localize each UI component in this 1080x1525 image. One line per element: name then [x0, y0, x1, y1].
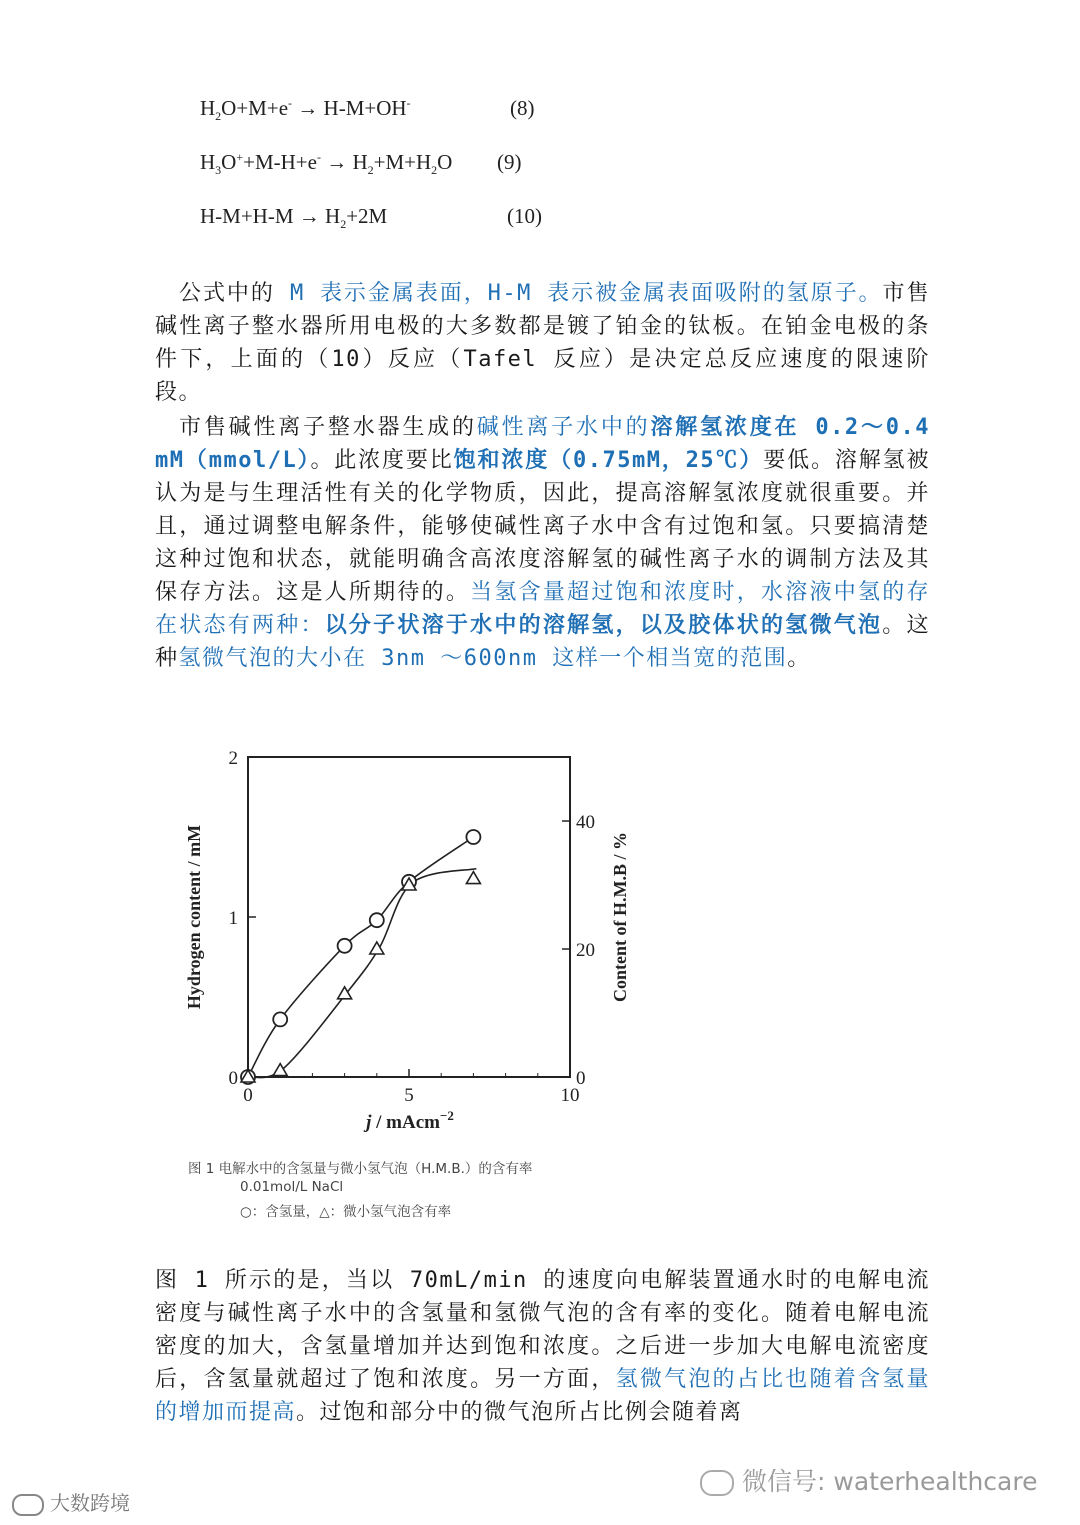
wechat-watermark: 微信号: waterhealthcare: [700, 1462, 1037, 1498]
paragraph-2: 市售碱性离子整水器生成的碱性离子水中的溶解氢浓度在 0.2～0.4 mM（mmol/L）。此浓度要比饱和浓度（0.75mM，25℃）要低。溶解氢被认为是与生理活性有关的化学物质，因此，提高溶解氢浓度就很重要。并且，通过调整电解条件，能够使碱性离子水中含有过饱和氢。只要搞清楚这种过饱和状态，就能明确含高浓度溶解氢的碱性离子水的调制方法及其保存方法。这是人所期待的。当氢含量超过饱和浓度时，水溶液中氢的存在状态有两种：以分子状溶于水中的溶解氢，以及胶体状的氢微气泡。这种氢微气泡的大小在 3nm ～600nm 这样一个相当宽的范围。: [155, 415, 930, 671]
y-right-tick-label: 20: [576, 940, 595, 961]
figure-caption-title: 图 1 电解水中的含氢量与微小氢气泡（H.M.B.）的含有率: [188, 1161, 533, 1177]
y-right-tick-label: 40: [576, 812, 595, 833]
triangle-point: [273, 1064, 287, 1076]
x-axis-label: j / mAcm$^{-2}$: [366, 1108, 454, 1133]
fit-curve-hmb: [248, 869, 476, 1078]
circle-point: [338, 939, 352, 953]
y-right-tick-label: 0: [576, 1068, 586, 1089]
figure-caption-solution: 0.01mol/L NaCl: [240, 1179, 344, 1195]
circle-point: [273, 1012, 287, 1026]
wechat-icon: [700, 1470, 734, 1496]
y-left-tick-label: 1: [228, 908, 238, 929]
x-tick-label: 0: [243, 1085, 253, 1106]
y-left-tick-label: 2: [228, 748, 238, 769]
equation-9: $H_3O^++M-H+e^- \to H_2+M+H_2O$: [200, 150, 453, 178]
x-tick-label: 5: [404, 1085, 414, 1106]
arrow-icon: →: [298, 204, 320, 228]
circle-point: [466, 830, 480, 844]
y-right-axis-label: Content of H.M.B / %: [610, 832, 630, 1002]
equation-10-number: (10): [507, 204, 542, 228]
equation-8-number: (8): [510, 96, 535, 120]
equation-9-number: (9): [497, 150, 522, 174]
paragraph-1: 公式中的 M 表示金属表面，H-M 表示被金属表面吸附的氢原子。市售碱性离子整水器所用电极的大多数都是镀了铂金的钛板。在铂金电极的条件下，上面的（10）反应（Tafel 反应）是决定总反应速度的限速阶段。: [155, 281, 930, 405]
arrow-icon: →: [297, 96, 319, 120]
arrow-icon: →: [326, 150, 348, 174]
equation-10: $H-M+H-M \to H_2+2M$: [200, 204, 388, 232]
brand-logo-icon: [12, 1494, 44, 1516]
triangle-point: [466, 872, 480, 884]
figure-caption-legend: ○：含氢量，△：微小氢气泡含有率: [240, 1204, 452, 1220]
paragraph-3: 图 1 所示的是，当以 70mL/min 的速度向电解装置通水时的电解电流密度与碱性离子水中的含氢量和氢微气泡的含有率的变化。随着电解电流密度的加大，含氢量增加并达到饱和浓度。之后进一步加大电解电流密度后，含氢量就超过了饱和浓度。另一方面，氢微气泡的占比也随着含氢量的增加而提高。过饱和部分中的微气泡所占比例会随着离: [155, 1268, 930, 1425]
plot-frame: [248, 757, 570, 1077]
y-left-tick-label: 0: [228, 1068, 238, 1089]
y-left-axis-label: Hydrogen content / mM: [184, 824, 204, 1010]
hydrogen-content-chart: [170, 735, 650, 1145]
equation-8: $H_2O+M+e^- \to H-M+OH^-$: [200, 96, 411, 124]
circle-point: [370, 913, 384, 927]
site-watermark: 大数跨境: [12, 1487, 130, 1516]
x-tick-label: 10: [560, 1085, 580, 1106]
